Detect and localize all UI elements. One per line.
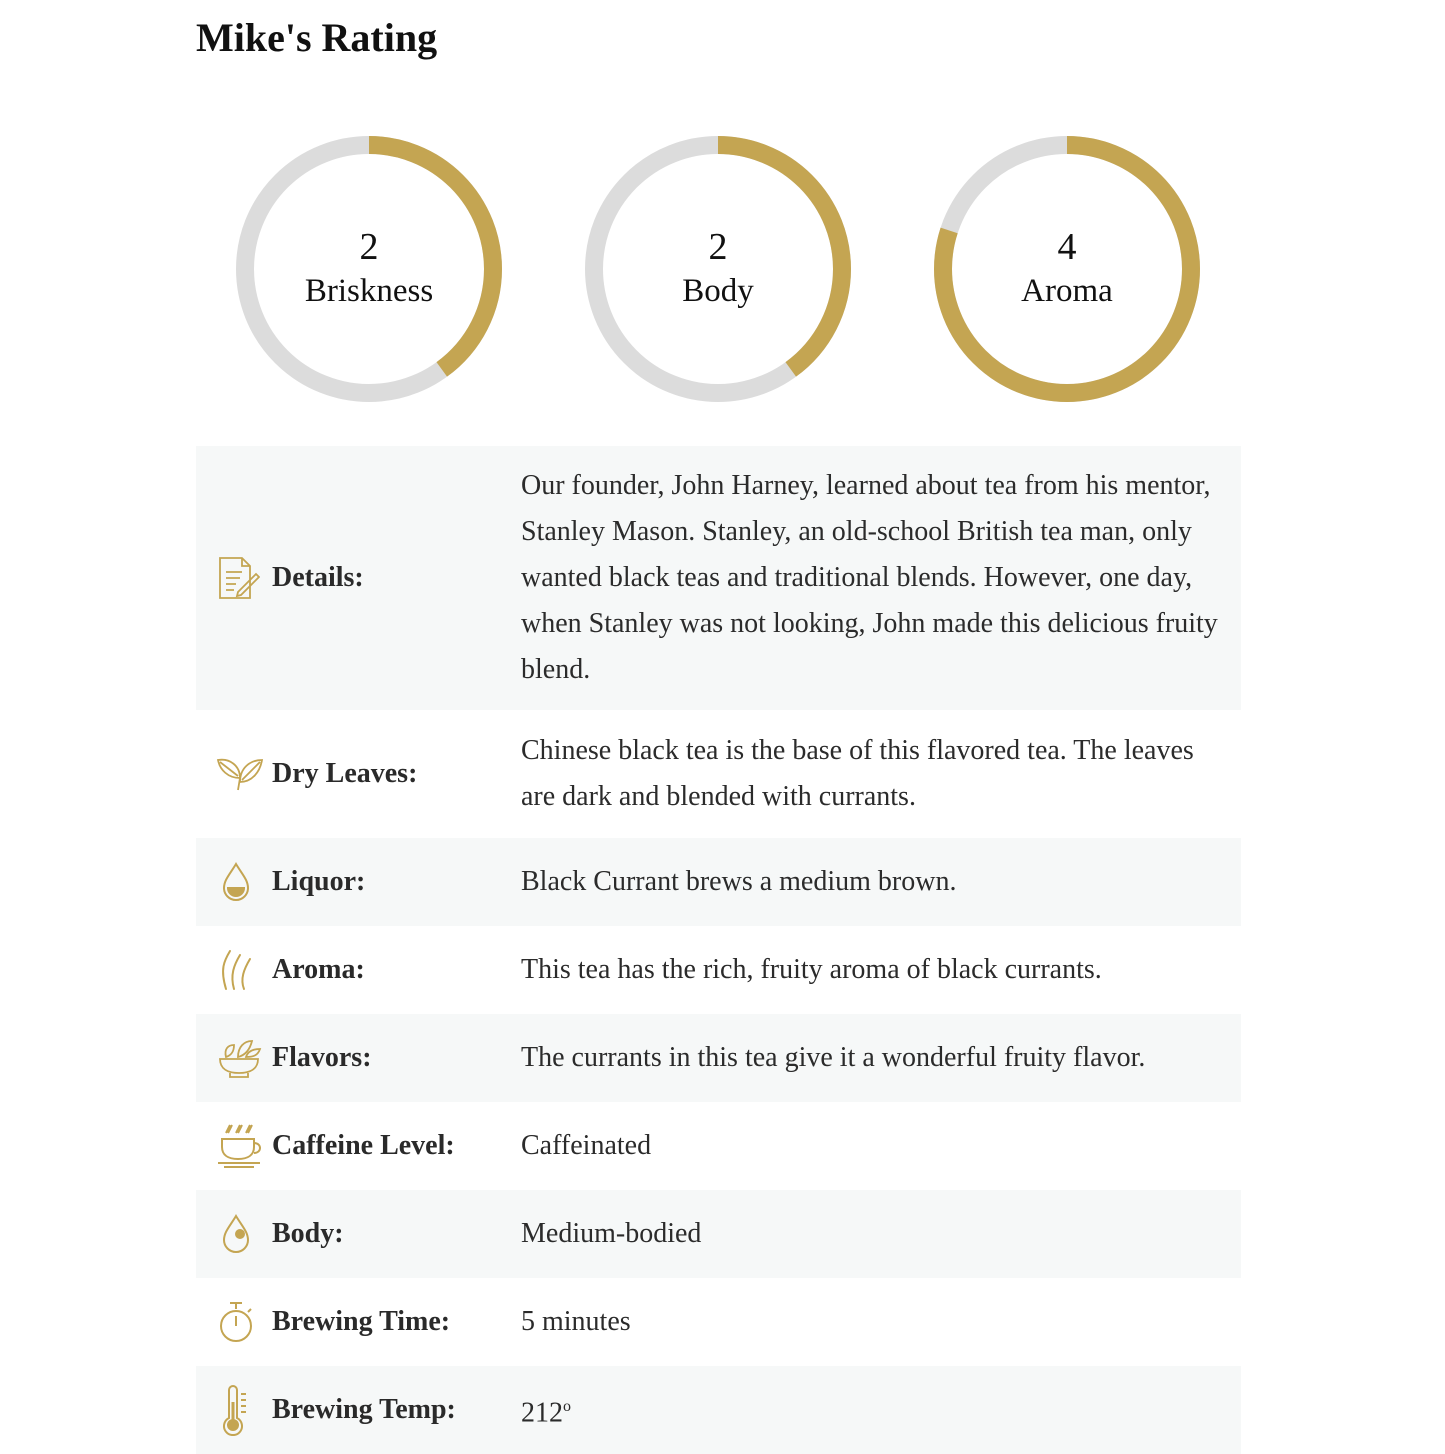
detail-value: This tea has the rich, fruity aroma of black currants. — [521, 954, 1102, 985]
rating-gauge-aroma — [934, 136, 1200, 402]
detail-value: Black Currant brews a medium brown. — [521, 866, 957, 897]
detail-label: Dry Leaves: — [272, 758, 418, 789]
degree-symbol: o — [563, 1397, 571, 1415]
teacup-icon — [216, 1122, 264, 1170]
detail-value: Our founder, John Harney, learned about tea from his mentor, Stanley Mason. Stanley, an old-school British tea man, only wanted black teas and traditional blends. However, one day, when Stanley was not looking, John made this delicious fruity blend. — [521, 470, 1218, 685]
rating-label: Aroma — [1021, 273, 1113, 309]
detail-label: Details: — [272, 562, 364, 593]
detail-value — [521, 1384, 1219, 1436]
document-pen-icon — [216, 554, 264, 602]
steam-icon — [216, 946, 264, 994]
detail-value: 5 minutes — [521, 1306, 631, 1337]
detail-row-liquor — [196, 838, 1241, 926]
leaves-icon — [216, 750, 264, 798]
rating-gauge-body — [585, 136, 851, 402]
rating-value: 4 — [1057, 226, 1077, 268]
stopwatch-icon — [216, 1298, 264, 1346]
detail-row-brewing-temp — [196, 1366, 1241, 1454]
detail-label: Aroma: — [272, 954, 365, 985]
detail-label: Caffeine Level: — [272, 1130, 455, 1161]
rating-label: Body — [682, 273, 754, 309]
drop-icon — [216, 858, 264, 906]
temperature-value: 212 — [521, 1397, 563, 1429]
detail-label: Liquor: — [272, 866, 366, 897]
tea-details-table — [196, 446, 1241, 1454]
detail-label: Brewing Time: — [272, 1306, 451, 1337]
detail-value: Caffeinated — [521, 1130, 652, 1161]
detail-label: Flavors: — [272, 1042, 372, 1073]
thermometer-icon — [216, 1386, 264, 1434]
detail-row-flavors — [196, 1014, 1241, 1102]
bowl-herbs-icon — [216, 1034, 264, 1082]
detail-row-brewing-time — [196, 1278, 1241, 1366]
detail-label: Brewing Temp: — [272, 1394, 456, 1425]
detail-row-dry-leaves — [196, 710, 1241, 838]
rating-label: Briskness — [304, 273, 434, 309]
detail-row-body — [196, 1190, 1241, 1278]
rating-gauges — [236, 136, 1201, 404]
detail-value: Chinese black tea is the base of this flavored tea. The leaves are dark and blended with currants. — [521, 735, 1194, 812]
detail-value: The currants in this tea give it a wonderful fruity flavor. — [521, 1042, 1146, 1073]
detail-row-caffeine-level — [196, 1102, 1241, 1190]
detail-row-aroma — [196, 926, 1241, 1014]
page-title: Mike's Rating — [196, 15, 438, 60]
detail-label: Body: — [272, 1218, 344, 1249]
rating-value: 2 — [359, 226, 379, 268]
detail-value: Medium-bodied — [521, 1218, 702, 1249]
rating-value: 2 — [708, 226, 728, 268]
rating-gauge-briskness — [236, 136, 502, 402]
body-drop-icon — [216, 1210, 264, 1258]
detail-row-details — [196, 446, 1241, 710]
